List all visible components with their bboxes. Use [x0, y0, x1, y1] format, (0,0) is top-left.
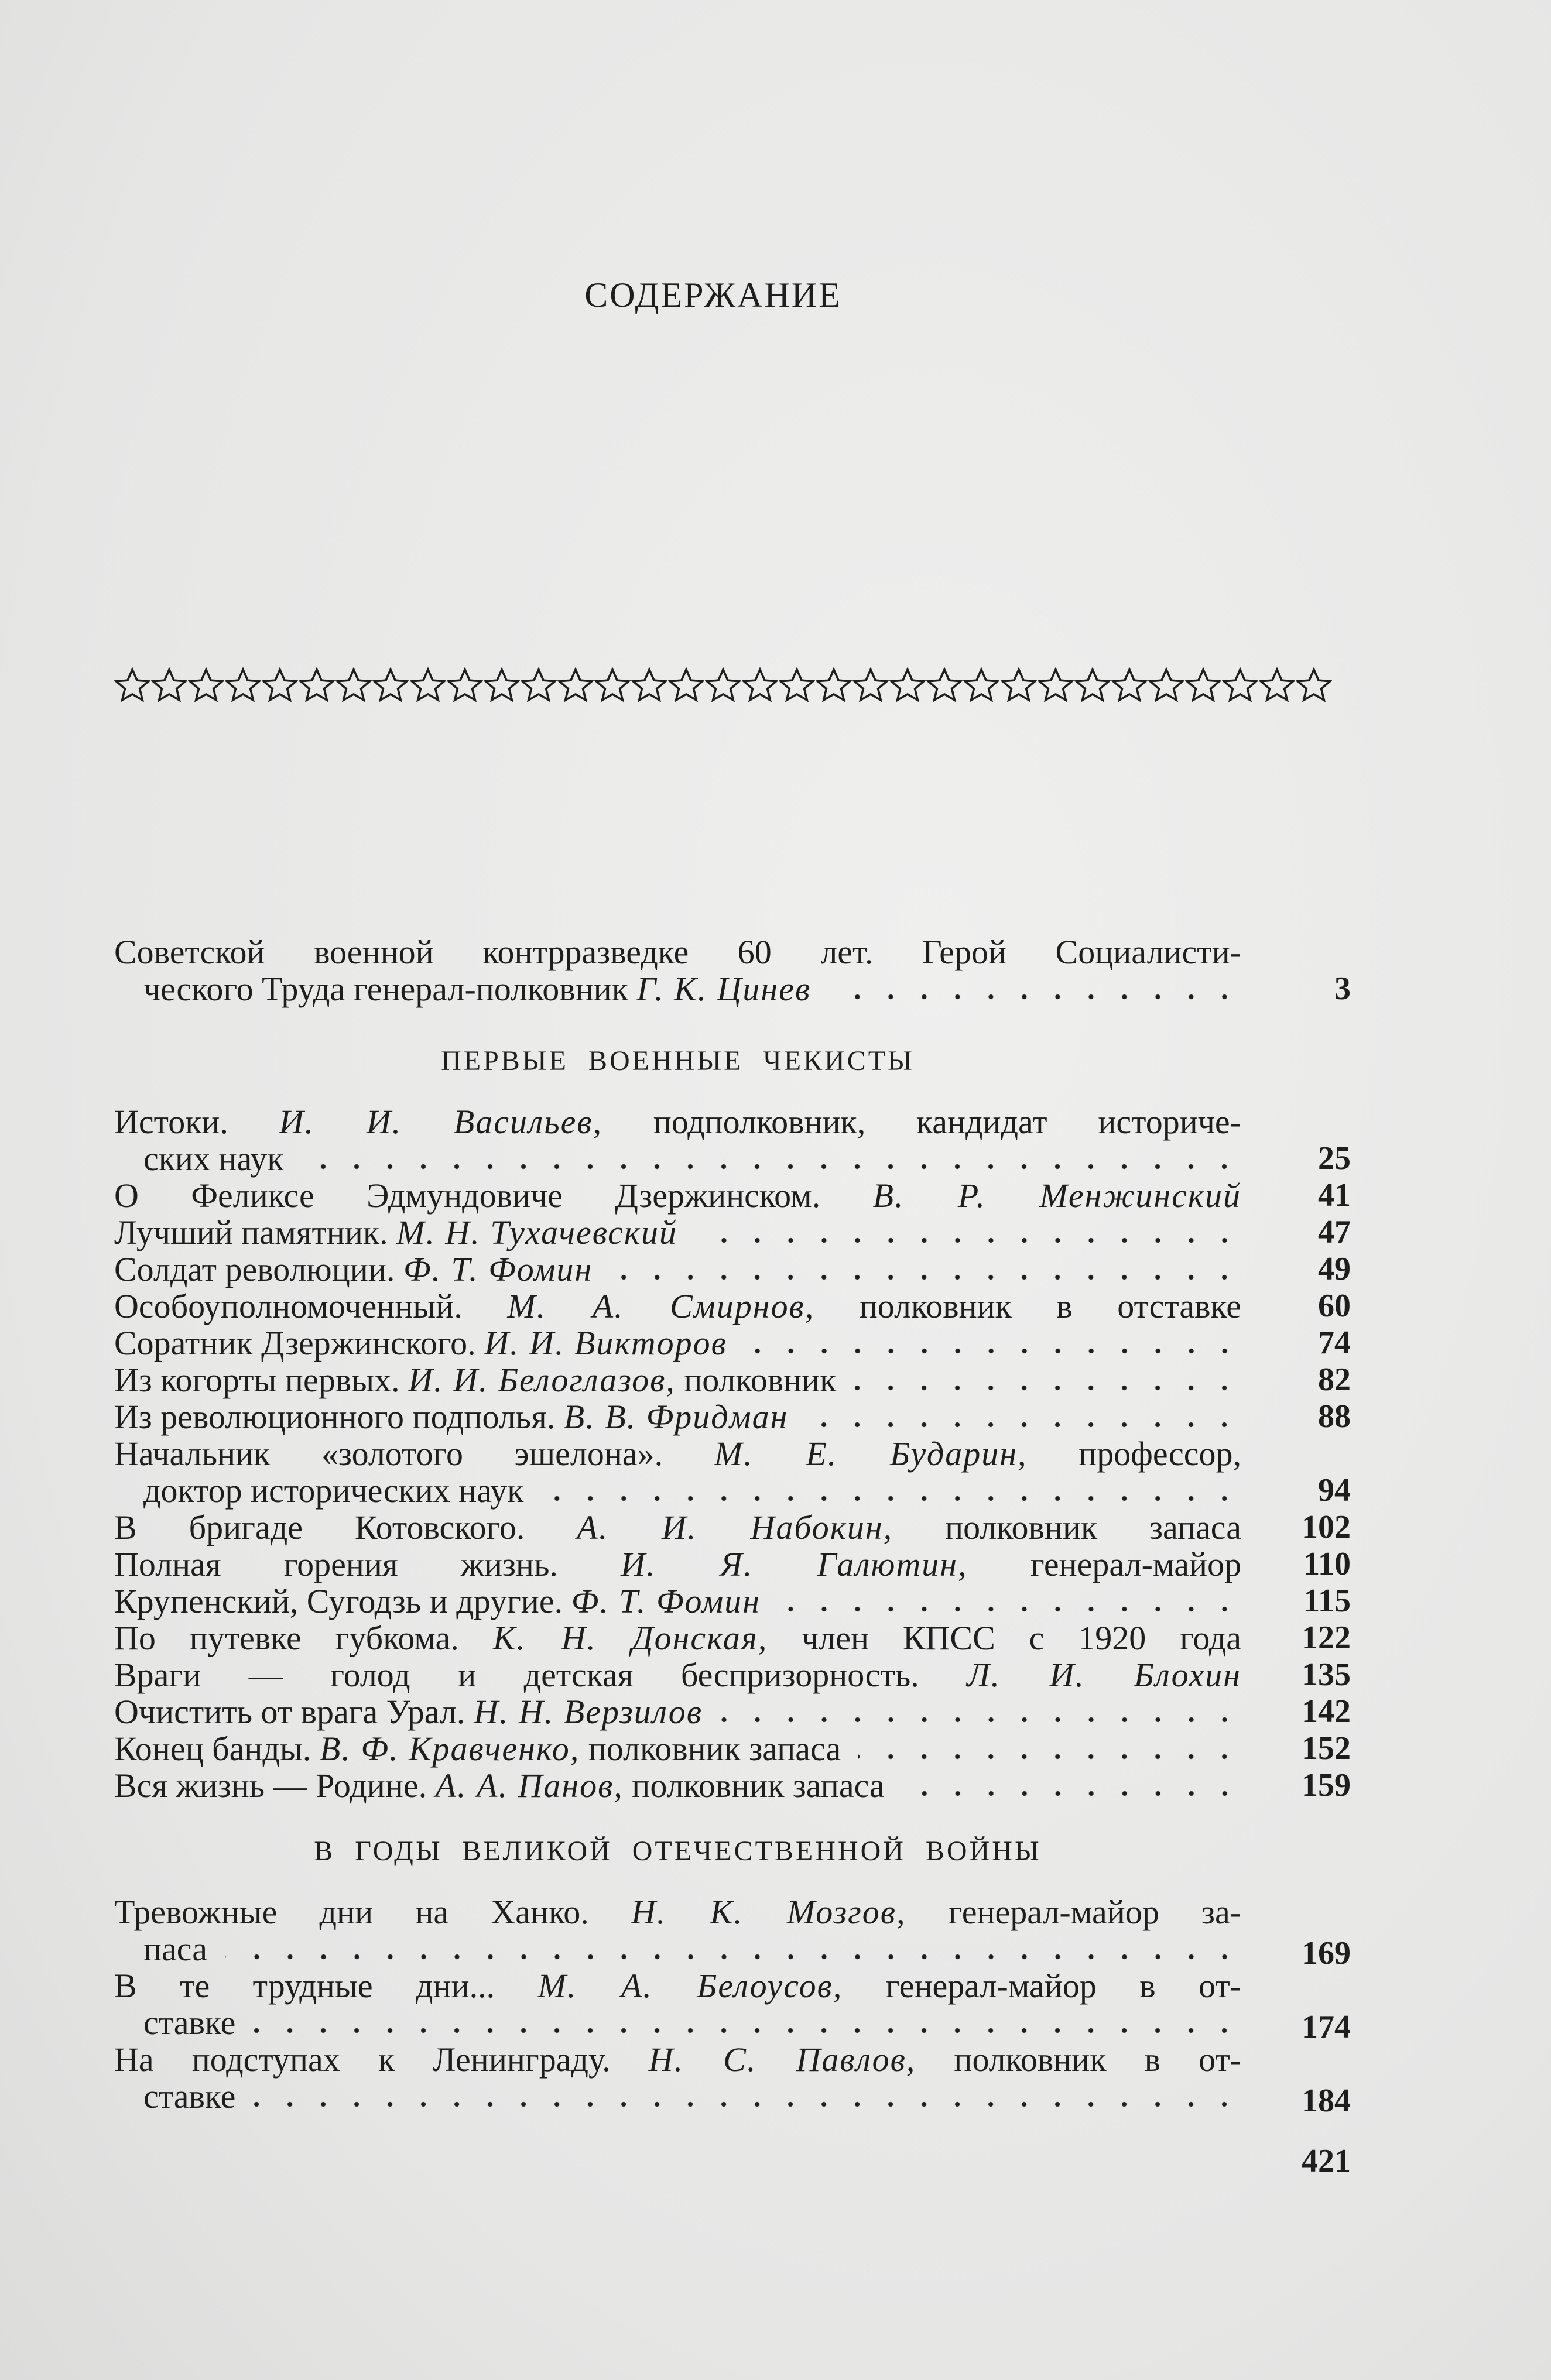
entry-text — [114, 1103, 1241, 1140]
toc-entry — [114, 1325, 1351, 1362]
entry-title-text: В те трудные дни... — [114, 1967, 538, 2005]
entry-author: И. И. Белоглазов, — [408, 1361, 676, 1399]
entry-page-number: 94 — [1318, 1472, 1351, 1508]
entry-title-text: генерал-майор в от- — [843, 1967, 1242, 2005]
entry-text — [114, 1509, 1241, 1546]
star-icon — [151, 667, 187, 704]
entry-text — [114, 1398, 788, 1435]
toc-intro-entry — [114, 934, 1351, 1007]
entry-page-number: 122 — [1302, 1620, 1351, 1656]
toc-entry — [114, 1435, 1351, 1509]
toc-entry — [114, 1546, 1351, 1583]
entry-text — [114, 1325, 727, 1362]
entry-page-number: 25 — [1318, 1140, 1351, 1177]
entry-page-number: 135 — [1302, 1657, 1351, 1693]
entry-page-number: 110 — [1303, 1546, 1351, 1582]
entry-title-text: На подступах к Ленинграду. — [114, 2041, 649, 2079]
entry-title-text: Враги — голод и детская беспризорность. — [114, 1656, 967, 1694]
entry-title-text: подполковник, кандидат историче- — [602, 1103, 1241, 1141]
star-icon — [1111, 667, 1148, 704]
entry-title-text: Вся жизнь — Родине. — [114, 1767, 436, 1805]
dot-leader — [778, 1606, 1241, 1613]
section-heading-1: ПЕРВЫЕ ВОЕННЫЕ ЧЕКИСТЫ — [441, 1045, 915, 1076]
entry-title-text: полковник запаса — [893, 1508, 1241, 1546]
dot-leader — [806, 1421, 1241, 1428]
entry-title-text: член КПСС с 1920 года — [768, 1619, 1242, 1657]
entry-title-text: ставке — [143, 2004, 236, 2042]
entry-title-text: полковник запаса — [623, 1767, 885, 1805]
entry-title-text: профессор, — [1027, 1435, 1241, 1473]
entry-title-text: полковник запаса — [580, 1730, 841, 1768]
dot-leader — [902, 1790, 1241, 1797]
star-icon — [1038, 667, 1074, 704]
entry-author: Н. С. Павлов, — [648, 2041, 916, 2079]
dot-leader — [253, 2027, 1241, 2034]
toc-entry — [114, 1103, 1351, 1177]
star-icon — [594, 667, 631, 704]
entry-text — [143, 2078, 235, 2115]
entry-page-number: 159 — [1302, 1767, 1351, 1803]
entry-author: Л. И. Блохин — [967, 1656, 1242, 1694]
star-icon — [335, 667, 372, 704]
entry-title-text: Соратник Дзержинского. — [114, 1324, 485, 1362]
toc-entry — [114, 1177, 1351, 1214]
entry-author: В. Ф. Кравченко, — [319, 1730, 580, 1768]
entry-title-text: генерал-майор за- — [906, 1893, 1242, 1931]
star-icon — [779, 667, 815, 704]
entry-text — [114, 934, 1241, 970]
entry-text — [143, 970, 811, 1007]
star-icon — [963, 667, 999, 704]
entry-author: И. И. Васильев, — [279, 1103, 603, 1141]
toc-section-2 — [114, 1893, 1351, 2119]
dot-leader — [253, 2101, 1241, 2108]
toc-entry — [114, 1620, 1351, 1657]
entry-author: Ф. Т. Фомин — [403, 1250, 593, 1288]
entry-page-number: 142 — [1302, 1693, 1351, 1730]
entry-page-number: 82 — [1318, 1362, 1351, 1398]
dot-leader — [225, 1953, 1241, 1960]
dot-leader — [858, 1753, 1241, 1760]
entry-title-text: генерал-майор — [967, 1545, 1241, 1583]
entry-author: М. А. Смирнов, — [507, 1287, 815, 1325]
entry-title-text: полковник — [675, 1361, 837, 1399]
entry-page-number: 169 — [1302, 1935, 1351, 1971]
star-icon — [1296, 667, 1332, 704]
entry-text — [143, 1930, 207, 1967]
entry-page-number: 47 — [1318, 1214, 1351, 1250]
entry-text — [114, 1177, 1241, 1214]
entry-text — [114, 1583, 761, 1620]
dot-leader — [828, 993, 1241, 1000]
entry-page-number: 49 — [1318, 1251, 1351, 1287]
entry-author: К. Н. Донская, — [492, 1619, 768, 1657]
toc-entry — [114, 1251, 1351, 1288]
entry-title-text: паса — [143, 1930, 207, 1968]
star-icon — [225, 667, 261, 704]
entry-text — [143, 1472, 523, 1509]
star-icon — [631, 667, 667, 704]
entry-text — [114, 1546, 1241, 1583]
entry-title-text: полковник в отставке — [814, 1287, 1241, 1325]
entry-author: Н. К. Мозгов, — [631, 1893, 906, 1931]
entry-title-text: Начальник «золотого эшелона». — [114, 1435, 714, 1473]
entry-author: М. Н. Тухачевский — [396, 1213, 678, 1251]
entry-text — [114, 1693, 703, 1730]
entry-page-number: 60 — [1318, 1288, 1351, 1324]
star-icon — [742, 667, 778, 704]
toc-entry — [114, 1767, 1351, 1804]
section-heading-2: В ГОДЫ ВЕЛИКОЙ ОТЕЧЕСТВЕННОЙ ВОЙНЫ — [314, 1836, 1042, 1867]
page-title: СОДЕРЖАНИЕ — [584, 276, 842, 314]
star-icon — [410, 667, 446, 704]
dot-leader — [854, 1384, 1241, 1391]
entry-title-text: Крупенский, Сугодзь и другие. — [114, 1582, 571, 1620]
entry-title-text: В бригаде Котовского. — [114, 1508, 577, 1546]
entry-title-text: Особоуполномоченный. — [114, 1287, 508, 1325]
toc-entry — [114, 1657, 1351, 1693]
entry-page-number: 152 — [1302, 1730, 1351, 1767]
dot-leader — [541, 1495, 1241, 1502]
entry-title-text: Конец банды. — [114, 1730, 320, 1768]
entry-page-number: 3 — [1334, 970, 1351, 1007]
entry-title-text: Солдат революции. — [114, 1250, 403, 1288]
toc-section-1 — [114, 1103, 1351, 1804]
entry-author: В. Р. Менжинский — [872, 1177, 1241, 1215]
entry-title-text: полковник в от- — [916, 2041, 1241, 2079]
toc-entry — [114, 1693, 1351, 1730]
star-icon — [262, 667, 298, 704]
star-icon — [188, 667, 224, 704]
toc-entry — [114, 1893, 1351, 1971]
entry-text — [114, 1894, 1241, 1930]
toc-entry — [114, 934, 1351, 1007]
entry-title-text: ческого Труда генерал-полковник — [143, 970, 637, 1008]
entry-text — [114, 2041, 1241, 2078]
toc-entry — [114, 1288, 1351, 1325]
entry-text — [143, 1140, 283, 1177]
entry-title-text: ставке — [143, 2077, 236, 2115]
star-icon — [1185, 667, 1221, 704]
star-icon — [557, 667, 594, 704]
star-icon — [926, 667, 963, 704]
entry-title-text: Советской военной контрразведке 60 лет. Герой Социалисти- — [114, 933, 1241, 971]
star-icon — [1001, 667, 1037, 704]
entry-page-number: 102 — [1302, 1509, 1351, 1545]
entry-text — [114, 1730, 841, 1767]
toc-entry — [114, 1398, 1351, 1435]
entry-title-text: Очистить от врага Урал. — [114, 1693, 474, 1731]
star-icon — [889, 667, 926, 704]
page-number: 421 — [1302, 2143, 1351, 2179]
entry-page-number: 74 — [1318, 1325, 1351, 1361]
star-icon — [668, 667, 704, 704]
star-icon — [1222, 667, 1258, 704]
entry-author: И. И. Викторов — [484, 1324, 727, 1362]
entry-text — [114, 1767, 885, 1804]
toc-entry — [114, 1730, 1351, 1767]
toc-entry — [114, 1967, 1351, 2045]
entry-author: Н. Н. Верзилов — [473, 1693, 703, 1731]
entry-author: Ф. Т. Фомин — [571, 1582, 761, 1620]
entry-page-number: 174 — [1302, 2009, 1351, 2045]
entry-text — [143, 2004, 235, 2041]
entry-title-text: Полная горения жизнь. — [114, 1545, 621, 1583]
dot-leader — [610, 1274, 1241, 1281]
entry-text — [114, 1214, 677, 1251]
star-icon — [521, 667, 557, 704]
entry-author: А. И. Набокин, — [577, 1508, 893, 1546]
entry-page-number: 88 — [1318, 1398, 1351, 1435]
entry-title-text: Истоки. — [114, 1103, 279, 1141]
entry-title-text: Из революционного подполья. — [114, 1398, 564, 1436]
entry-text — [114, 1288, 1241, 1325]
entry-title-text: Из когорты первых. — [114, 1361, 409, 1399]
entry-title-text: Тревожные дни на Ханко. — [114, 1893, 631, 1931]
star-icon — [705, 667, 741, 704]
star-icon — [1259, 667, 1295, 704]
star-icon — [1148, 667, 1184, 704]
entry-text — [114, 1435, 1241, 1472]
entry-page-number: 41 — [1318, 1177, 1351, 1213]
entry-text — [114, 1657, 1241, 1693]
toc-entry — [114, 1509, 1351, 1546]
entry-text — [114, 1251, 593, 1288]
star-icon — [816, 667, 852, 704]
entry-text — [114, 1967, 1241, 2004]
star-icon — [484, 667, 520, 704]
toc-entry — [114, 1362, 1351, 1398]
entry-author: В. В. Фридман — [563, 1398, 789, 1436]
entry-title-text: Лучший памятник. — [114, 1213, 397, 1251]
entry-author: А. А. Панов, — [435, 1767, 624, 1805]
star-icon — [1074, 667, 1111, 704]
star-icon — [299, 667, 335, 704]
dot-leader — [301, 1163, 1241, 1170]
entry-author: Г. К. Цинев — [636, 970, 812, 1008]
entry-title-text: доктор исторических наук — [143, 1472, 524, 1510]
entry-title-text: О Феликсе Эдмундовиче Дзержинском. — [114, 1177, 873, 1215]
toc-entry — [114, 2041, 1351, 2119]
entry-author: М. А. Белоусов, — [537, 1967, 843, 2005]
dot-leader — [720, 1716, 1241, 1723]
dot-leader — [695, 1237, 1241, 1244]
star-icon — [114, 667, 150, 704]
entry-text — [114, 1362, 836, 1398]
entry-author: М. Е. Бударин, — [714, 1435, 1028, 1473]
entry-text — [114, 1620, 1241, 1657]
star-ornament-divider — [114, 667, 1332, 714]
entry-title-text: ских наук — [143, 1140, 284, 1178]
star-icon — [852, 667, 889, 704]
entry-title-text: По путевке губкома. — [114, 1619, 493, 1657]
entry-page-number: 115 — [1303, 1583, 1351, 1619]
star-icon — [447, 667, 483, 704]
toc-entry — [114, 1214, 1351, 1251]
toc-entry — [114, 1583, 1351, 1620]
star-icon — [372, 667, 409, 704]
entry-page-number: 184 — [1302, 2083, 1351, 2119]
entry-author: И. Я. Галютин, — [621, 1545, 968, 1583]
dot-leader — [745, 1347, 1241, 1354]
